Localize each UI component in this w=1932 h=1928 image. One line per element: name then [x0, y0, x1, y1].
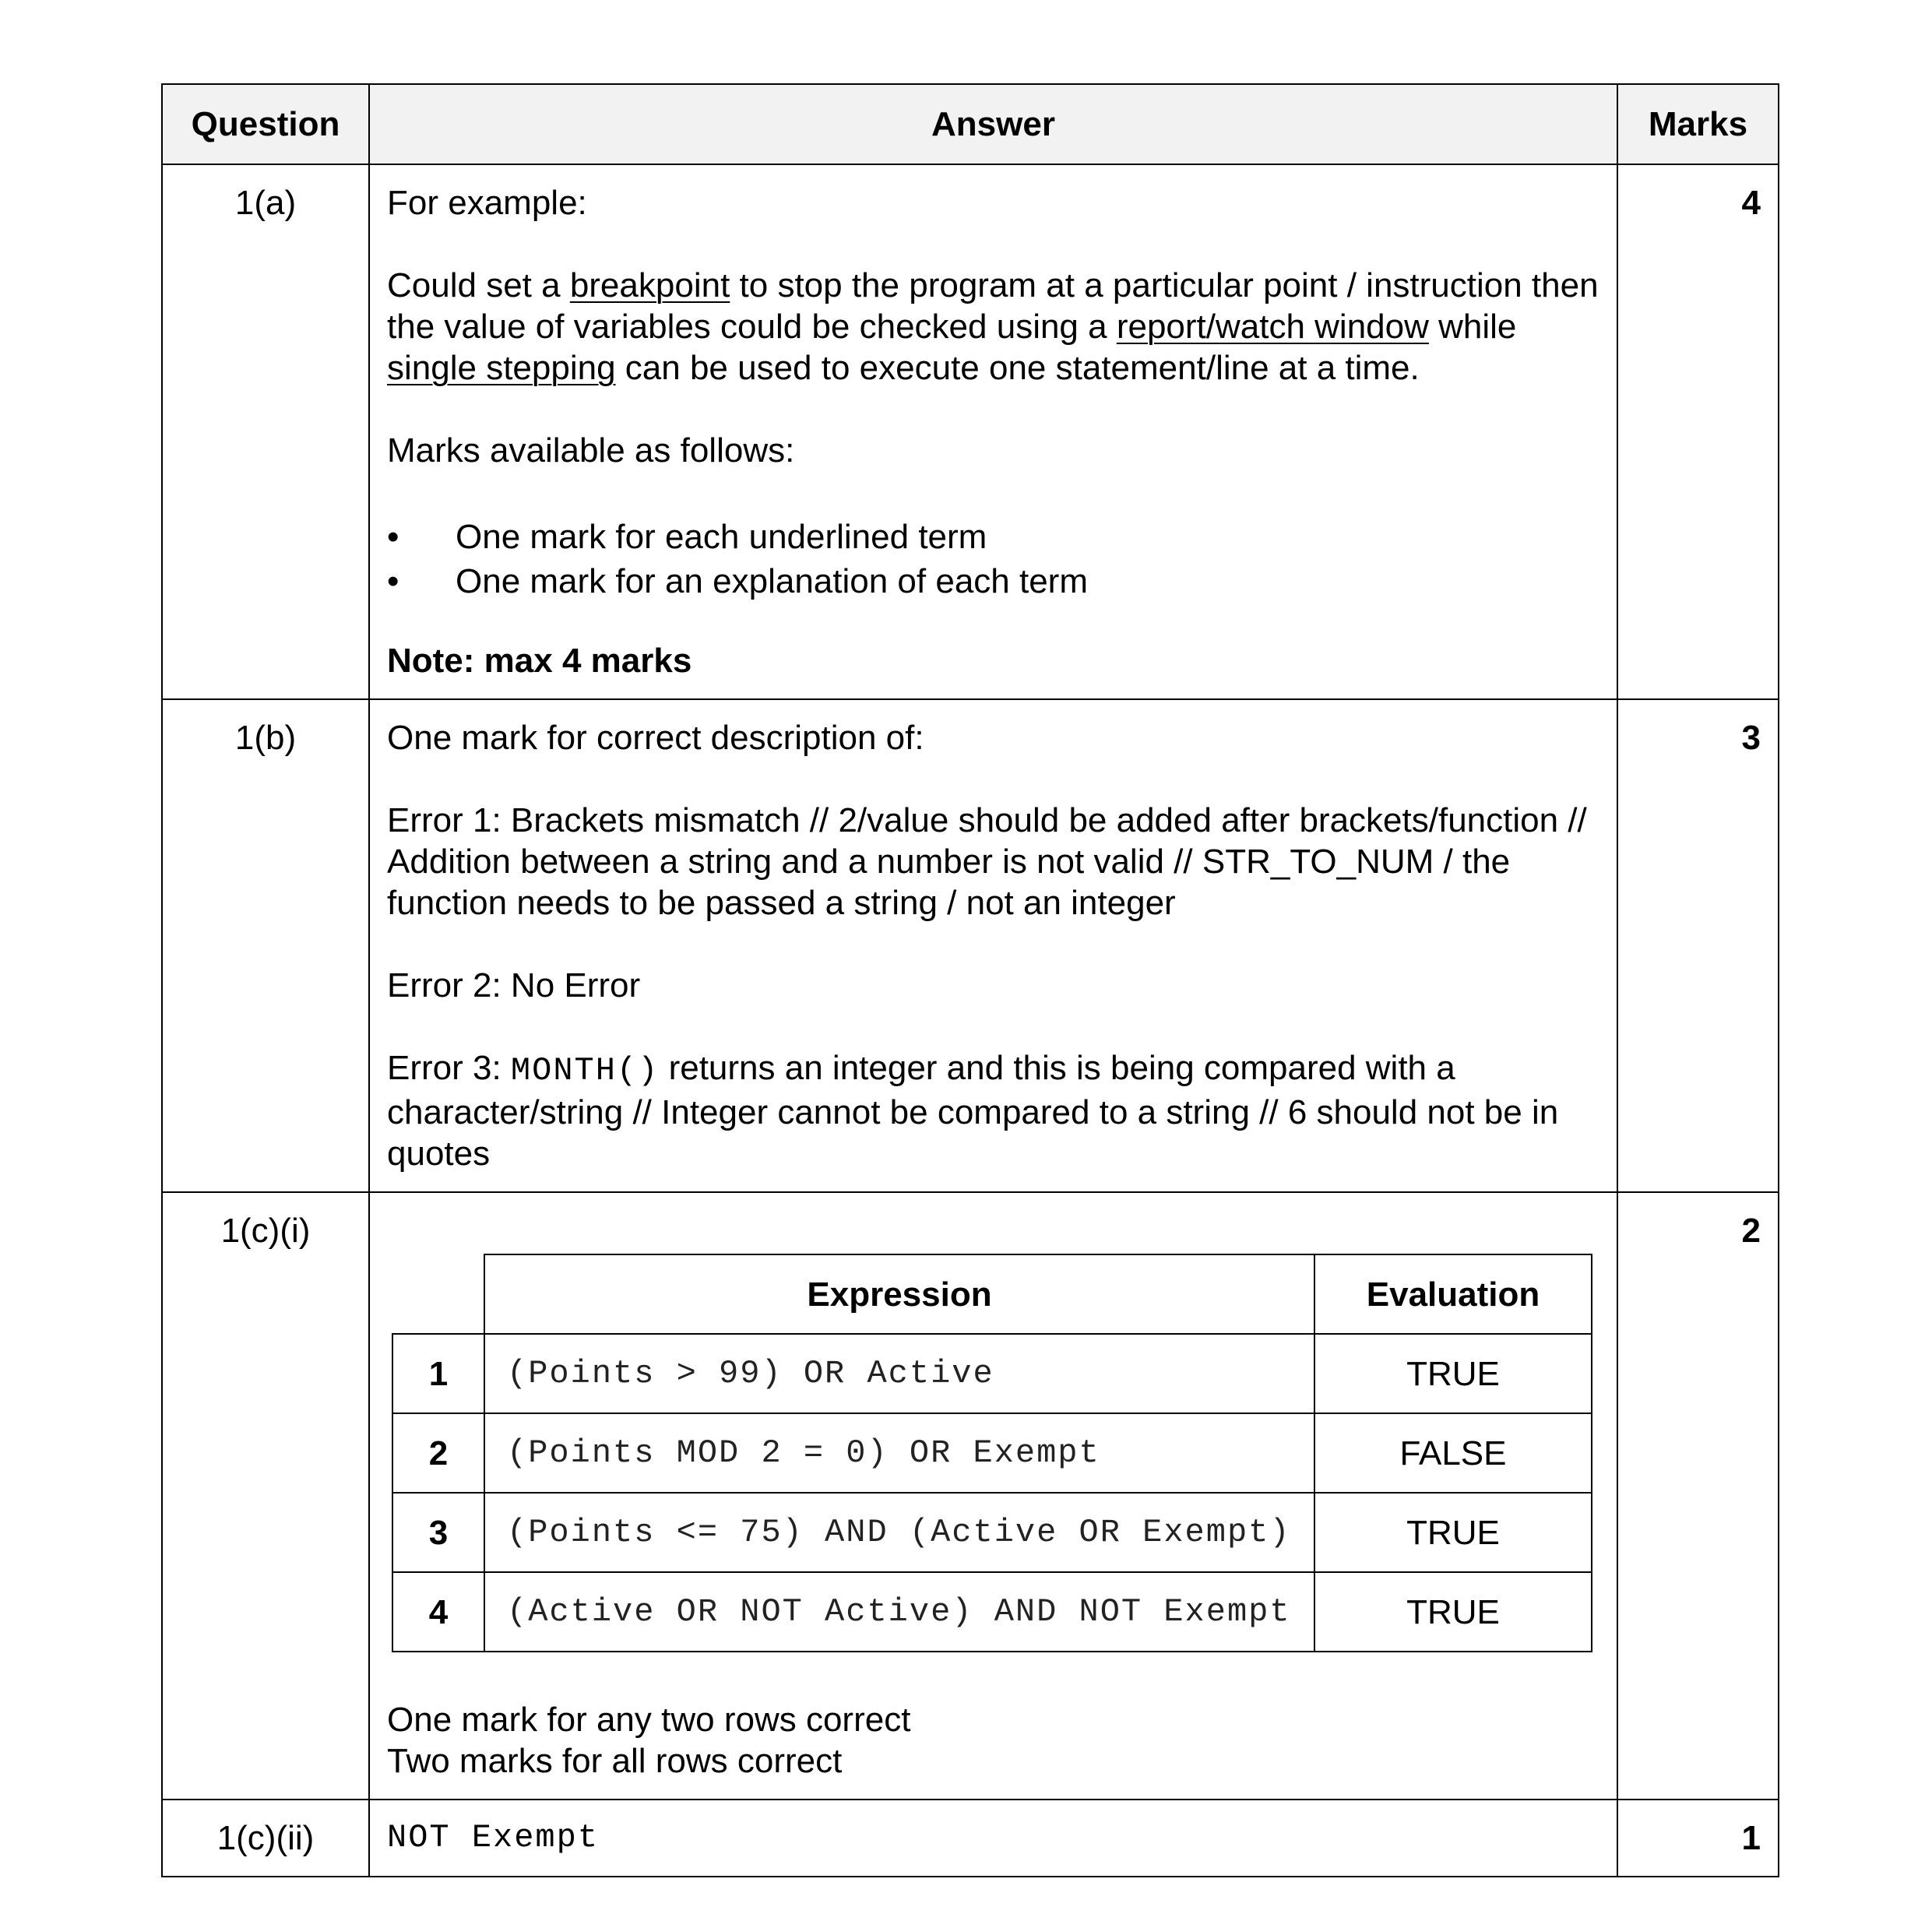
table-row — [392, 1334, 1592, 1413]
evaluation-cell: FALSE — [1314, 1413, 1592, 1493]
row-1ci — [162, 1192, 1779, 1800]
row-number: 1 — [392, 1334, 484, 1413]
list-item: • One mark for an explanation of each term — [387, 559, 1599, 603]
answer-paragraph — [387, 265, 1599, 389]
mark-scheme-table — [161, 83, 1779, 1877]
table-row — [392, 1572, 1592, 1652]
text-run: returns an integer and this is being compared with a character/string // Integer cannot be compared to a string // 6 should not be in quotes — [387, 1049, 1559, 1173]
evaluation-header: Evaluation — [1314, 1254, 1592, 1334]
expression-cell: (Points > 99) OR Active — [484, 1334, 1314, 1413]
underlined-term: breakpoint — [569, 266, 730, 304]
footer-line: Two marks for all rows correct — [387, 1742, 843, 1780]
header-row — [162, 84, 1779, 164]
text-run: while — [1428, 308, 1517, 346]
underlined-term: single stepping — [387, 349, 616, 387]
error-1: Error 1: Brackets mismatch // 2/value should be added after brackets/function // Addition between a string and a number is not valid // STR_TO_NUM / the function needs to be passed a string / not an integer — [387, 801, 1587, 922]
blank-corner — [392, 1254, 484, 1334]
row-number: 4 — [392, 1572, 484, 1652]
answer-cell — [369, 1800, 1617, 1877]
expression-table — [392, 1254, 1592, 1652]
text-run: to stop the program at a particular point / instruction then the value of variables could be checked using a — [387, 266, 1599, 346]
bullet-list — [387, 515, 1599, 603]
question-number: 1(a) — [162, 164, 369, 699]
footer-line: One mark for any two rows correct — [387, 1701, 911, 1739]
evaluation-cell: TRUE — [1314, 1572, 1592, 1652]
text-run: can be used to execute one statement/line at a time. — [615, 349, 1420, 387]
expression-cell: (Points MOD 2 = 0) OR Exempt — [484, 1413, 1314, 1493]
answer-header: Answer — [369, 84, 1617, 164]
answer-cell — [369, 699, 1617, 1192]
expression-cell: (Active OR NOT Active) AND NOT Exempt — [484, 1572, 1314, 1652]
error-2: Error 2: No Error — [387, 966, 641, 1004]
expression-header-row — [392, 1254, 1592, 1334]
row-number: 3 — [392, 1493, 484, 1572]
expression-header: Expression — [484, 1254, 1314, 1334]
row-number: 2 — [392, 1413, 484, 1493]
list-item: • One mark for each underlined term — [387, 515, 1599, 559]
row-1b — [162, 699, 1779, 1192]
note: Note: max 4 marks — [387, 642, 692, 680]
question-header: Question — [162, 84, 369, 164]
error-3 — [387, 1047, 1599, 1174]
marks-header: Marks — [1617, 84, 1779, 164]
marks-value: 1 — [1617, 1800, 1779, 1877]
evaluation-cell: TRUE — [1314, 1334, 1592, 1413]
table-row — [392, 1493, 1592, 1572]
evaluation-cell: TRUE — [1314, 1493, 1592, 1572]
code-answer: NOT Exempt — [387, 1819, 600, 1856]
answer-intro: One mark for correct description of: — [387, 719, 924, 757]
text-run: Could set a — [387, 266, 570, 304]
marks-value: 3 — [1617, 699, 1779, 1192]
expression-cell: (Points <= 75) AND (Active OR Exempt) — [484, 1493, 1314, 1572]
row-1a — [162, 164, 1779, 699]
question-number: 1(b) — [162, 699, 369, 1192]
marks-value: 2 — [1617, 1192, 1779, 1800]
answer-cell — [369, 1192, 1617, 1800]
marks-available: Marks available as follows: — [387, 431, 795, 470]
marks-value: 4 — [1617, 164, 1779, 699]
answer-intro: For example: — [387, 184, 587, 222]
question-number: 1(c)(ii) — [162, 1800, 369, 1877]
question-number: 1(c)(i) — [162, 1192, 369, 1800]
code-span: MONTH() — [510, 1052, 660, 1089]
text-run: Error 3: — [387, 1049, 511, 1087]
row-1cii — [162, 1800, 1779, 1877]
table-row — [392, 1413, 1592, 1493]
underlined-term: report/watch window — [1116, 308, 1429, 346]
answer-cell — [369, 164, 1617, 699]
